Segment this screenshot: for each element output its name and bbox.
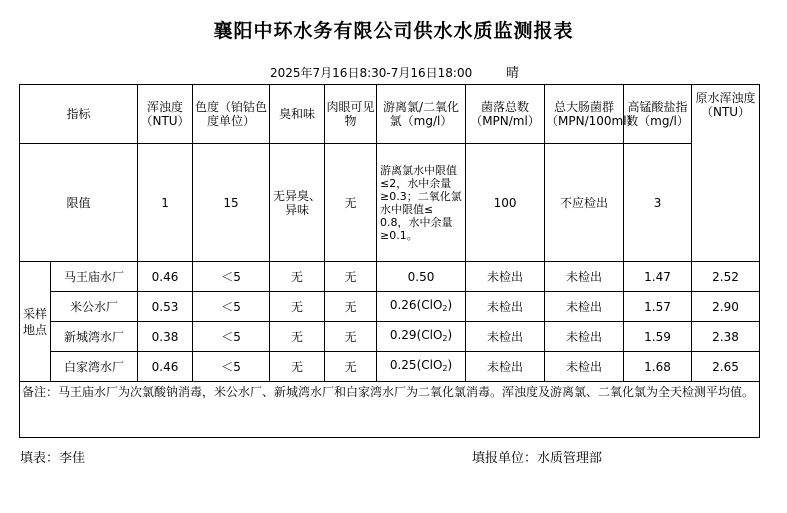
chlorine-value: 0.50 — [377, 262, 466, 292]
chlorine-value — [377, 352, 466, 382]
bacteria-value: 未检出 — [466, 322, 545, 352]
turbidity-value: 0.46 — [138, 352, 193, 382]
water-quality-table — [19, 84, 760, 438]
odor-value: 无 — [270, 262, 325, 292]
permanganate-value: 1.57 — [624, 292, 692, 322]
limit-visible: 无 — [325, 144, 377, 262]
limit-permanganate: 3 — [624, 144, 692, 262]
coliform-value: 未检出 — [545, 262, 624, 292]
odor-value: 无 — [270, 352, 325, 382]
sampling-site-label: 采样地点 — [20, 262, 51, 382]
header-raw-turbidity: 原水浑浊度（NTU） — [692, 85, 760, 262]
site-name: 白家湾水厂 — [51, 352, 138, 382]
header-permanganate: 高锰酸盐指数（mg/l） — [624, 85, 692, 144]
bacteria-value: 未检出 — [466, 352, 545, 382]
limits-row — [20, 144, 760, 262]
turbidity-value: 0.38 — [138, 322, 193, 352]
color-value: ＜5 — [193, 352, 270, 382]
site-name: 马王庙水厂 — [51, 262, 138, 292]
raw-turbidity-value: 2.38 — [692, 322, 760, 352]
permanganate-value: 1.68 — [624, 352, 692, 382]
table-row — [20, 292, 760, 322]
header-color: 色度（铂钴色度单位） — [193, 85, 270, 144]
limit-chlorine: 游离氯水中限值 ≤2，水中余量≥0.3；二氧化氯水中限值≤ 0.8，水中余量≥0.1。 — [377, 144, 466, 262]
header-coliform: 总大肠菌群（MPN/100ml） — [545, 85, 624, 144]
report-subtitle — [270, 62, 519, 81]
chlorine-number: 0.25 — [389, 357, 417, 372]
header-row — [20, 85, 760, 144]
bacteria-value: 未检出 — [466, 262, 545, 292]
table-row — [20, 322, 760, 352]
table-row — [20, 352, 760, 382]
visible-value: 无 — [325, 352, 377, 382]
chlorine-close: ) — [447, 297, 453, 312]
coliform-value: 未检出 — [545, 352, 624, 382]
chlorine-value — [377, 292, 466, 322]
turbidity-value: 0.53 — [138, 292, 193, 322]
report-datetime: 2025年7月16日8:30-7月16日18:00 — [270, 66, 473, 80]
chlorine-subscript: 2 — [442, 303, 448, 313]
odor-value: 无 — [270, 292, 325, 322]
header-odor: 臭和味 — [270, 85, 325, 144]
reporting-unit: 填报单位：水质管理部 — [472, 451, 603, 466]
raw-turbidity-value: 2.65 — [692, 352, 760, 382]
color-value: ＜5 — [193, 292, 270, 322]
chlorine-formula: (ClO — [416, 327, 443, 342]
header-indicator: 指标 — [20, 85, 138, 144]
chlorine-subscript: 2 — [442, 333, 448, 343]
chlorine-close: ) — [447, 357, 453, 372]
raw-turbidity-value: 2.90 — [692, 292, 760, 322]
visible-value: 无 — [325, 262, 377, 292]
limit-color: 15 — [193, 144, 270, 262]
coliform-value: 未检出 — [545, 292, 624, 322]
permanganate-value: 1.59 — [624, 322, 692, 352]
report-title: 襄阳中环水务有限公司供水水质监测报表 — [213, 20, 574, 42]
limit-odor: 无异臭、异味 — [270, 144, 325, 262]
odor-value: 无 — [270, 322, 325, 352]
chlorine-formula: (ClO — [416, 357, 443, 372]
chlorine-close: ) — [447, 327, 453, 342]
coliform-value: 未检出 — [545, 322, 624, 352]
header-visible: 肉眼可见物 — [325, 85, 377, 144]
bacteria-value: 未检出 — [466, 292, 545, 322]
report-weather: 晴 — [506, 66, 520, 81]
permanganate-value: 1.47 — [624, 262, 692, 292]
color-value: ＜5 — [193, 262, 270, 292]
color-value: ＜5 — [193, 322, 270, 352]
chlorine-value — [377, 322, 466, 352]
turbidity-value: 0.46 — [138, 262, 193, 292]
limit-turbidity: 1 — [138, 144, 193, 262]
header-bacteria: 菌落总数（MPN/ml） — [466, 85, 545, 144]
note-row — [20, 382, 760, 438]
chlorine-formula: (ClO — [416, 297, 443, 312]
visible-value: 无 — [325, 322, 377, 352]
report-note: 备注：马王庙水厂为次氯酸钠消毒，米公水厂、新城湾水厂和白家湾水厂为二氧化氯消毒。浑浊度及游离氯、二氧化氯为全天检测平均值。 — [20, 382, 760, 438]
filler-label: 填表：李佳 — [20, 451, 86, 466]
limit-bacteria: 100 — [466, 144, 545, 262]
table-row — [20, 262, 760, 292]
limits-label: 限值 — [20, 144, 138, 262]
header-chlorine: 游离氯/二氧化氯（mg/l） — [377, 85, 466, 144]
site-name: 米公水厂 — [51, 292, 138, 322]
limit-coliform: 不应检出 — [545, 144, 624, 262]
raw-turbidity-value: 2.52 — [692, 262, 760, 292]
chlorine-subscript: 2 — [442, 363, 448, 373]
visible-value: 无 — [325, 292, 377, 322]
header-turbidity: 浑浊度（NTU） — [138, 85, 193, 144]
chlorine-number: 0.29 — [389, 327, 417, 342]
site-name: 新城湾水厂 — [51, 322, 138, 352]
chlorine-number: 0.26 — [389, 297, 417, 312]
